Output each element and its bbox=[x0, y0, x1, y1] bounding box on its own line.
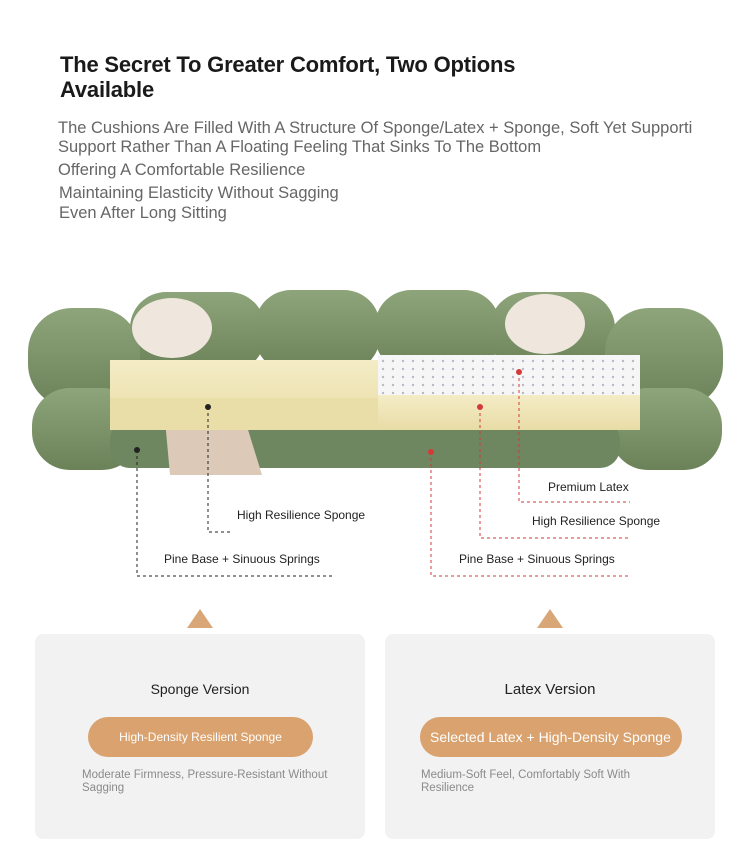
sponge-version-card[interactable] bbox=[35, 634, 365, 839]
intro-line-2: Support Rather Than A Floating Feeling That Sinks To The Bottom bbox=[58, 138, 542, 156]
sponge-card-title: Sponge Version bbox=[150, 681, 250, 697]
intro-line-5: Even After Long Sitting bbox=[59, 204, 227, 222]
sofa-cross-section-illustration bbox=[0, 270, 750, 590]
latex-version-card[interactable] bbox=[385, 634, 715, 839]
left-pine-base-label: Pine Base + Sinuous Springs bbox=[164, 552, 320, 566]
intro-line-1: The Cushions Are Filled With A Structure Of Sponge/Latex + Sponge, Soft Yet Supporti bbox=[58, 119, 693, 137]
latex-arrow-icon bbox=[537, 609, 563, 628]
latex-card-title: Latex Version bbox=[504, 681, 596, 698]
left-high-resilience-label: High Resilience Sponge bbox=[237, 508, 366, 522]
intro-line-4: Maintaining Elasticity Without Sagging bbox=[59, 184, 339, 202]
right-premium-latex-label: Premium Latex bbox=[548, 480, 629, 494]
intro-line-3: Offering A Comfortable Resilience bbox=[58, 161, 306, 179]
sponge-arrow-icon bbox=[187, 609, 213, 628]
page-heading: The Secret To Greater Comfort, Two Options Available bbox=[60, 52, 516, 102]
right-cushion-section bbox=[378, 355, 640, 430]
left-cushion-section bbox=[110, 360, 378, 430]
right-high-resilience-label: High Resilience Sponge bbox=[532, 514, 661, 528]
latex-pill: Selected Latex + High-Density Sponge bbox=[420, 717, 682, 757]
right-pillow bbox=[505, 294, 585, 354]
left-pillow bbox=[132, 298, 212, 358]
sponge-card-description: Moderate Firmness, Pressure-Resistant Without Sagging bbox=[82, 769, 328, 794]
latex-card-description: Medium-Soft Feel, Comfortably Soft With Resilience bbox=[421, 769, 630, 794]
sponge-pill: High-Density Resilient Sponge bbox=[88, 717, 313, 757]
right-pine-base-label: Pine Base + Sinuous Springs bbox=[459, 552, 615, 566]
